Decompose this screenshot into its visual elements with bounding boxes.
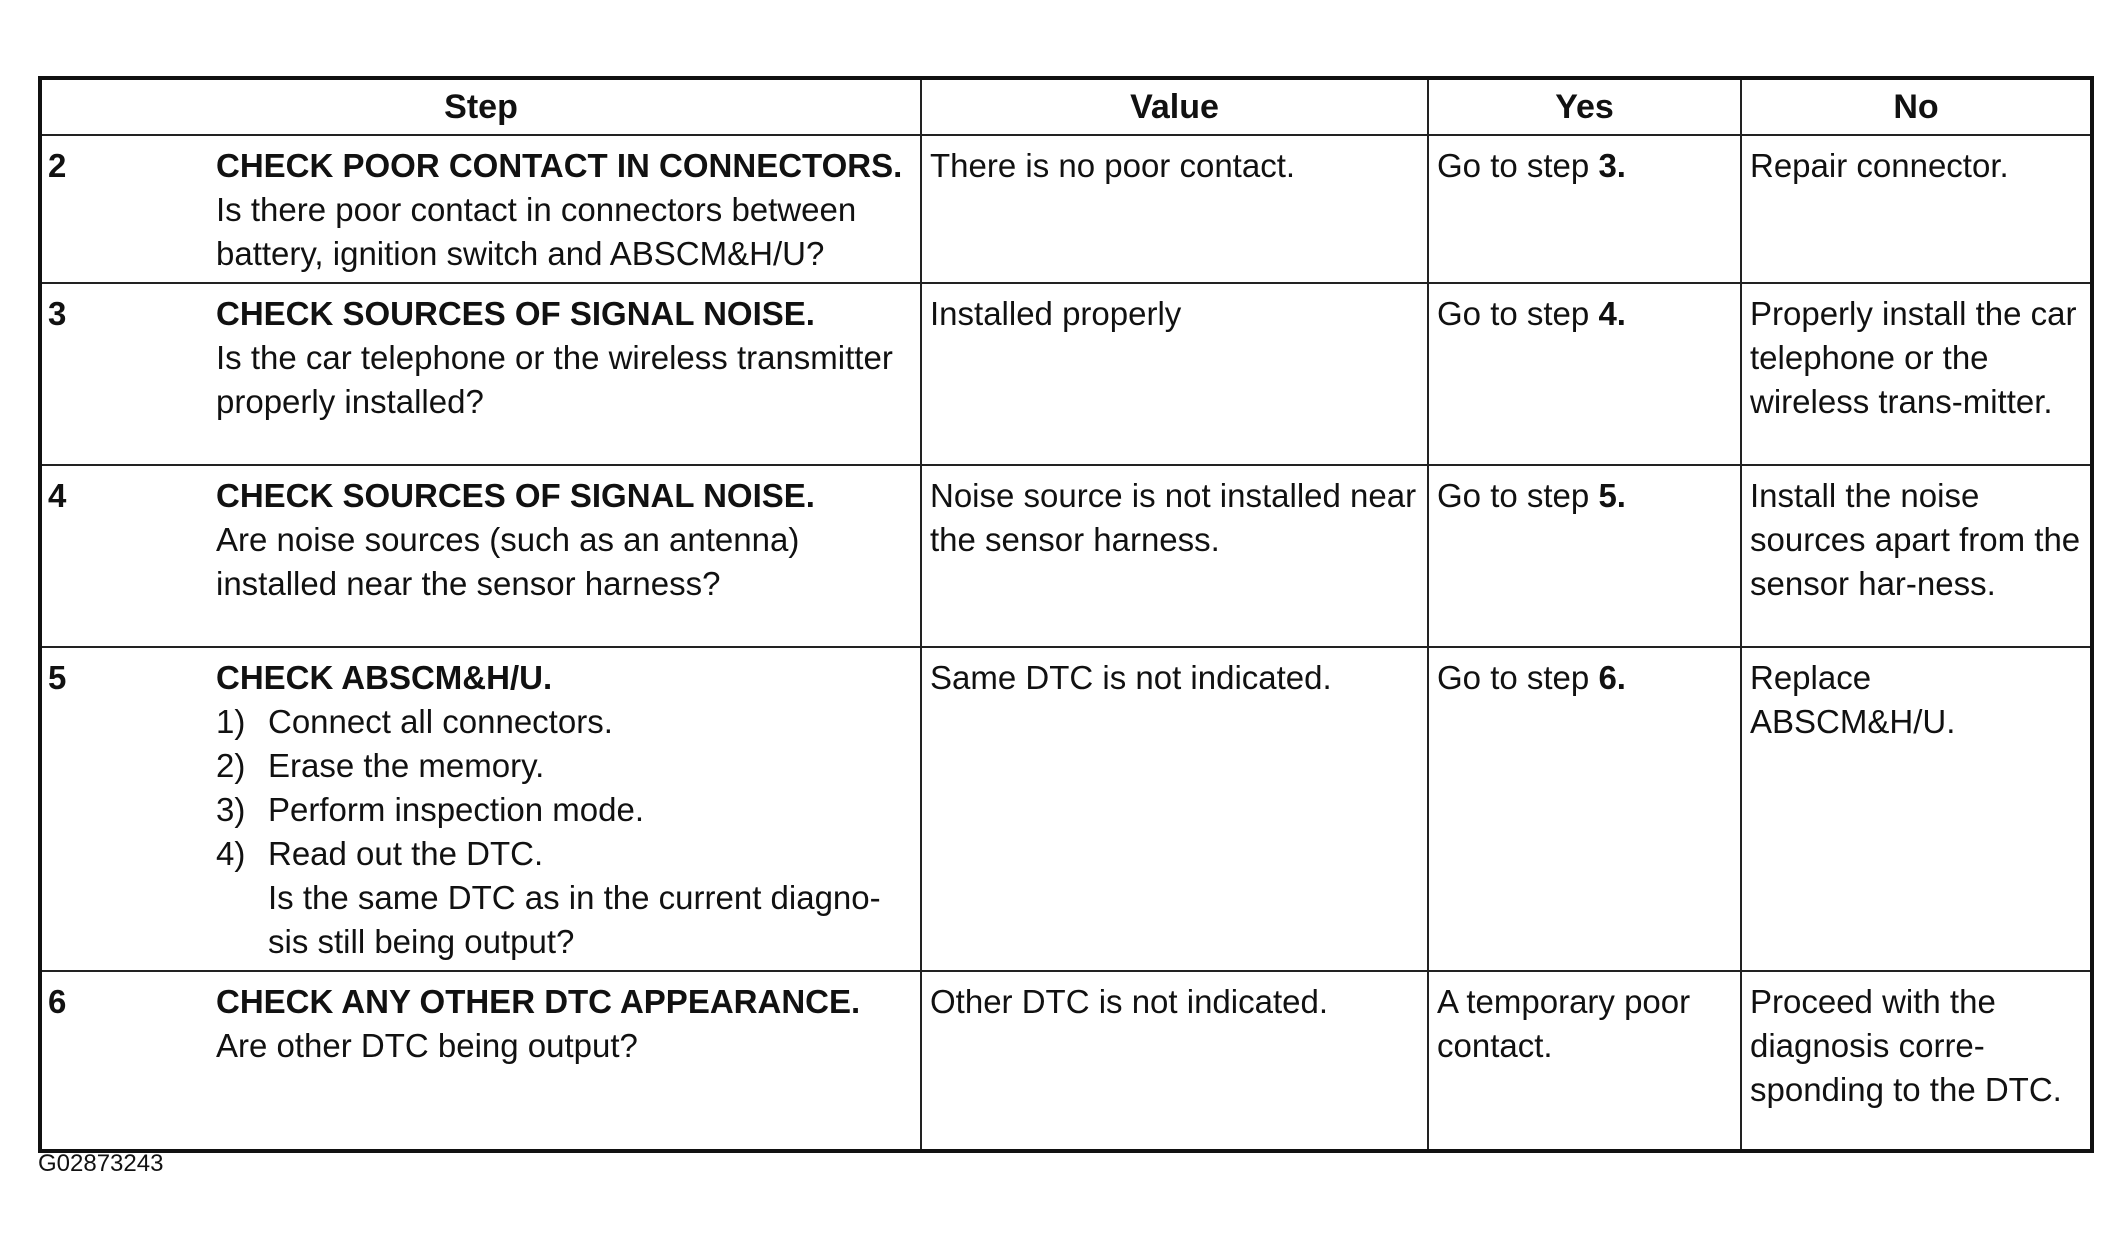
yes-cell [1428, 465, 1741, 647]
step-body [216, 466, 920, 612]
value-cell: Installed properly [921, 283, 1428, 465]
yes-step-number: 4. [1598, 295, 1626, 332]
value-cell: Other DTC is not indicated. [921, 971, 1428, 1151]
header-row [40, 78, 2092, 135]
value-cell: Noise source is not installed near the sensor harness. [921, 465, 1428, 647]
step-body [216, 136, 920, 282]
yes-text: Go to step [1437, 295, 1599, 332]
header-yes: Yes [1428, 78, 1741, 135]
substep-item [216, 788, 920, 832]
step-question: Are noise sources (such as an antenna) installed near the sensor harness? [216, 521, 800, 602]
yes-text: Go to step [1437, 147, 1599, 184]
substep-item [216, 700, 920, 744]
yes-cell [1428, 647, 1741, 971]
value-cell: There is no poor contact. [921, 135, 1428, 283]
no-cell: Install the noise sources apart from the sensor har-ness. [1741, 465, 2092, 647]
table-row [40, 465, 2092, 647]
step-number: 3 [48, 295, 67, 332]
step-cell [40, 647, 921, 971]
substep-text: Perform inspection mode. [268, 791, 645, 828]
table-row [40, 647, 2092, 971]
step-title: CHECK ABSCM&H/U. [216, 659, 553, 696]
yes-cell [1428, 135, 1741, 283]
step-title: CHECK SOURCES OF SIGNAL NOISE. [216, 477, 815, 514]
yes-step-number: 3. [1598, 147, 1626, 184]
yes-cell [1428, 283, 1741, 465]
step-number: 2 [48, 147, 67, 184]
step-cell [40, 465, 921, 647]
step-question: Is the same DTC as in the current diagno-sis still being output? [268, 879, 881, 960]
table-row [40, 135, 2092, 283]
substep-text: Read out the DTC. [268, 835, 544, 872]
substep-number: 3) [216, 791, 246, 828]
yes-text: Go to step [1437, 659, 1599, 696]
step-cell [40, 135, 921, 283]
step-cell [40, 283, 921, 465]
step-title: CHECK ANY OTHER DTC APPEARANCE. [216, 983, 861, 1020]
step-body [216, 972, 920, 1074]
step-question: Is there poor contact in connectors between battery, ignition switch and ABSCM&H/U? [216, 191, 857, 272]
value-cell: Same DTC is not indicated. [921, 647, 1428, 971]
table-row [40, 971, 2092, 1151]
no-cell: Properly install the car telephone or the wireless trans-mitter. [1741, 283, 2092, 465]
figure-id: G02873243 [38, 1150, 164, 1177]
substep-number: 2) [216, 747, 246, 784]
substep-item [216, 832, 920, 876]
table-row [40, 283, 2092, 465]
diagnostic-table [38, 76, 2094, 1153]
substep-text: Erase the memory. [268, 747, 545, 784]
step-cell [40, 971, 921, 1151]
step-title: CHECK SOURCES OF SIGNAL NOISE. [216, 295, 815, 332]
step-title: CHECK POOR CONTACT IN CONNECTORS. [216, 147, 903, 184]
header-step: Step [40, 78, 921, 135]
step-number: 5 [48, 659, 67, 696]
yes-step-number: 5. [1598, 477, 1626, 514]
step-body [216, 284, 920, 430]
step-question: Is the car telephone or the wireless transmitter properly installed? [216, 339, 893, 420]
no-cell: Proceed with the diagnosis corre-sponding to the DTC. [1741, 971, 2092, 1151]
substep-number: 4) [216, 835, 246, 872]
step-number: 4 [48, 477, 67, 514]
yes-step-number: 6. [1598, 659, 1626, 696]
step-number: 6 [48, 983, 67, 1020]
substep-number: 1) [216, 703, 246, 740]
yes-text: Go to step [1437, 477, 1599, 514]
substep-text: Connect all connectors. [268, 703, 613, 740]
yes-cell: A temporary poor contact. [1428, 971, 1741, 1151]
step-body [216, 648, 920, 970]
no-cell: Repair connector. [1741, 135, 2092, 283]
substep-item [216, 744, 920, 788]
header-value: Value [921, 78, 1428, 135]
step-question: Are other DTC being output? [216, 1027, 638, 1064]
no-cell: Replace ABSCM&H/U. [1741, 647, 2092, 971]
substep-list [216, 700, 920, 876]
header-no: No [1741, 78, 2092, 135]
